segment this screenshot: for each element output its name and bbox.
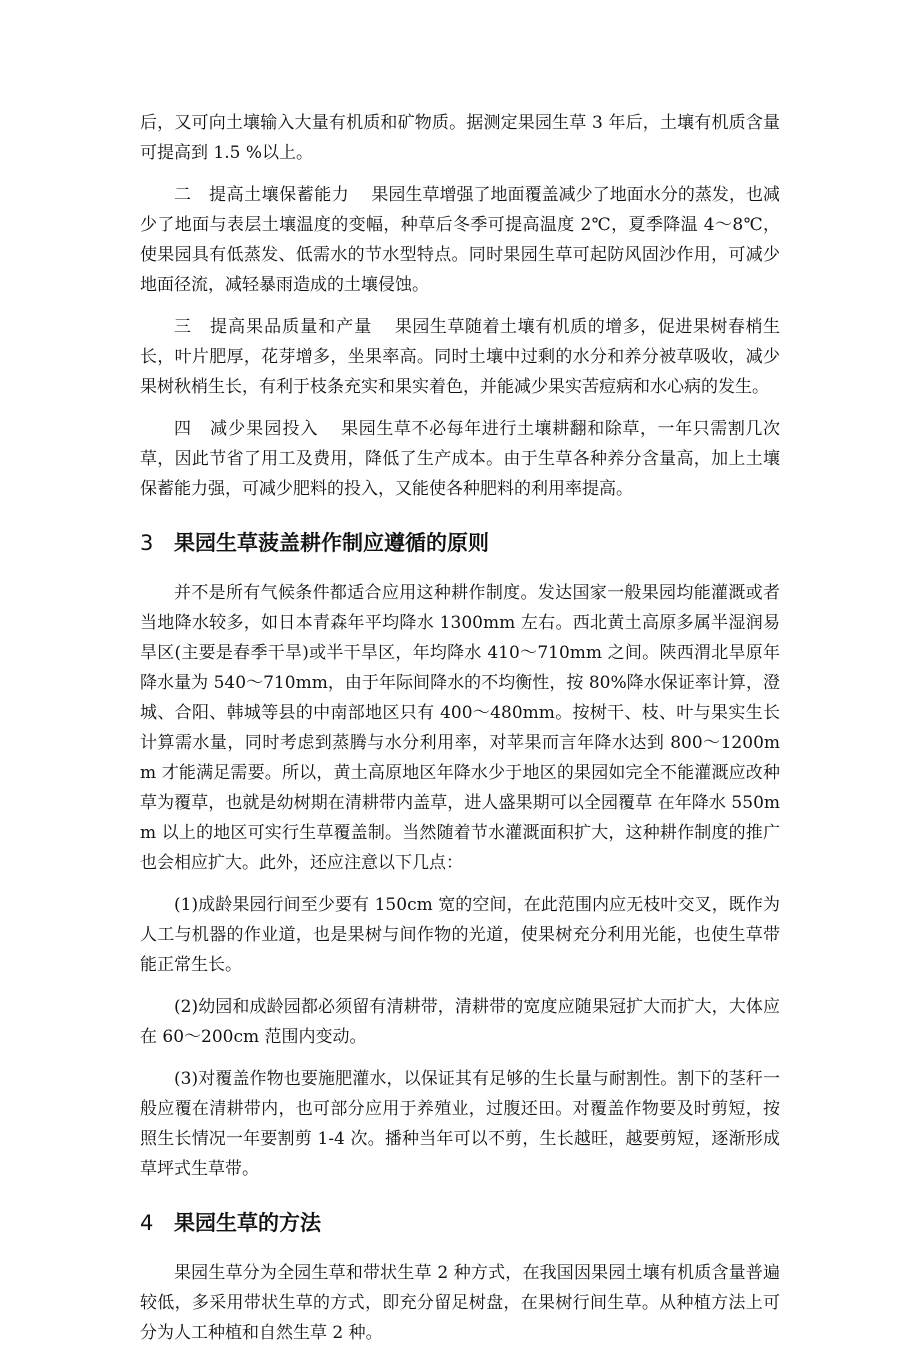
paragraph-methods: 果园生草分为全园生草和带状生草 2 种方式，在我国因果园土壤有机质含量普遍较低，多采用带状生草的方式，即充分留足树盘，在果树行间生草。从种植方法上可分为人工种植和自然生草 2 种。 xyxy=(140,1263,780,1343)
section-heading-4 xyxy=(140,1208,780,1238)
section-number-4: 4 xyxy=(140,1211,154,1235)
paragraph-body-reduce-input: 果园生草不必每年进行土壤耕翻和除草，一年只需割几次草，因此节省了用工及费用，降低了生产成本。由于生草各种养分含量高，加上土壤保蓄能力强，可减少肥料的投入，又能使各种肥料的利用率提高。 xyxy=(140,419,781,499)
section-heading-3 xyxy=(140,528,780,558)
paragraph-lead-reduce-input: 四 减少果园投入 xyxy=(174,419,319,439)
paragraph-fruit-quality xyxy=(140,312,780,402)
section-title-4: 果园生草的方法 xyxy=(174,1211,321,1235)
list-item-2: (2)幼园和成龄园都必须留有清耕带，清耕带的宽度应随果冠扩大而扩大，大体应在 60～200cm 范围内变动。 xyxy=(140,997,780,1047)
section-number-3: 3 xyxy=(140,531,154,555)
paragraph-continuation: 后，又可向土壤输入大量有机质和矿物质。据测定果园生草 3 年后，土壤有机质含量可提高到 1.5 %以上。 xyxy=(140,113,780,163)
paragraph-principles: 并不是所有气候条件都适合应用这种耕作制度。发达国家一般果园均能灌溉或者当地降水较多，如日本青森年平均降水 1300mm 左右。西北黄土高原多属半湿润易旱区(主要是春季干旱)或半干旱区，年均降水 410～710mm 之间。陕西渭北旱原年降水量为 540～710mm，由于年际间降水的不均衡性，按 80%降水保证率计算，澄城、合阳、韩城等县的中南部地区只有 400～480mm。按树干、枝、叶与果实生长计算需水量，同时考虑到蒸腾与水分利用率，对苹果而言年降水达到 800～1200mm 才能满足需要。所以，黄土高原地区年降水少于地区的果园如完全不能灌溉应改种草为覆草，也就是幼树期在清耕带内盖草，进人盛果期可以全园覆草 在年降水 550mm 以上的地区可实行生草覆盖制。当然随着节水灌溉面积扩大，这种耕作制度的推广也会相应扩大。此外，还应注意以下几点： xyxy=(140,583,780,873)
paragraph-body-fruit-quality: 果园生草随着土壤有机质的增多，促进果树春梢生长，叶片肥厚，花芽增多，坐果率高。同时土壤中过剩的水分和养分被草吸收，减少果树秋梢生长，有利于枝条充实和果实着色，并能减少果实苦痘病和水心病的发生。 xyxy=(140,317,781,397)
list-item-1: (1)成龄果园行间至少要有 150cm 宽的空间，在此范围内应无枝叶交叉，既作为人工与机器的作业道，也是果树与间作物的光道，使果树充分利用光能，也使生草带能正常生长。 xyxy=(140,895,780,975)
paragraph-reduce-input xyxy=(140,414,780,504)
paragraph-lead-fruit-quality: 三 提高果品质量和产量 xyxy=(174,317,373,337)
paragraph-soil-retention xyxy=(140,180,780,300)
paragraph-lead-soil-retention: 二 提高土壤保蓄能力 xyxy=(174,185,350,205)
paragraph-body-soil-retention: 果园生草增强了地面覆盖减少了地面水分的蒸发，也减少了地面与表层土壤温度的变幅，种草后冬季可提高温度 2℃，夏季降温 4～8℃，使果园具有低蒸发、低需水的节水型特点。同时果园生草可起防风固沙作用，可减少地面径流，减轻暴雨造成的土壤侵蚀。 xyxy=(140,185,781,295)
document-page xyxy=(140,108,780,1360)
section-title-3: 果园生草菠盖耕作制应遵循的原则 xyxy=(174,531,489,555)
list-item-3: (3)对覆盖作物也要施肥灌水，以保证其有足够的生长量与耐割性。割下的茎秆一般应覆在清耕带内，也可部分应用于养殖业，过腹还田。对覆盖作物要及时剪短，按照生长情况一年要割剪 1-4 次。播种当年可以不剪，生长越旺，越要剪短，逐渐形成草坪式生草带。 xyxy=(140,1069,780,1179)
